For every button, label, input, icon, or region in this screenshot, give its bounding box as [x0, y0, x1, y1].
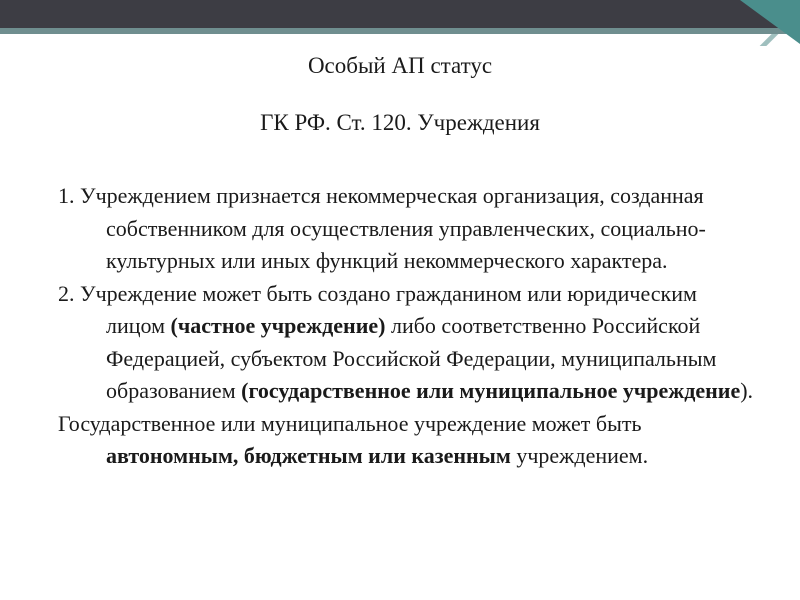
paragraph-2-text-b: либо соответственно Российской Федерацией, субъектом Российской Федерации, муниципальным образованием	[106, 313, 717, 403]
slide-title: Особый АП статус	[307, 53, 493, 78]
state-municipal-institution-term: (государственное или муниципальное учреждение	[241, 378, 741, 403]
paragraph-2	[58, 278, 758, 408]
slide-body	[58, 180, 758, 473]
private-institution-term: (частное учреждение)	[170, 313, 386, 338]
corner-line-decor	[738, 34, 800, 46]
paragraph-2-text-a: 2. Учреждение может быть создано гражданином или юридическим лицом	[58, 280, 697, 338]
slide-subtitle: ГК РФ. Ст. 120. Учреждения	[260, 110, 540, 135]
paragraph-3-text-b: учреждением.	[510, 443, 649, 468]
paragraph-1-text: 1. Учреждением признается некоммерческая организация, созданная собственником для осуществления управленческих, социально-культурных или иных функций некоммерческого характера.	[58, 183, 706, 273]
paragraph-3	[58, 408, 758, 473]
top-decor-bar	[0, 0, 800, 28]
paragraph-2-text-c: ).	[740, 378, 754, 403]
paragraph-3-text-a: Государственное или муниципальное учреждение может быть	[58, 410, 642, 436]
institution-types-term: автономным, бюджетным или казенным	[106, 443, 511, 468]
top-accent-stripe	[0, 28, 800, 34]
paragraph-1	[58, 180, 758, 278]
